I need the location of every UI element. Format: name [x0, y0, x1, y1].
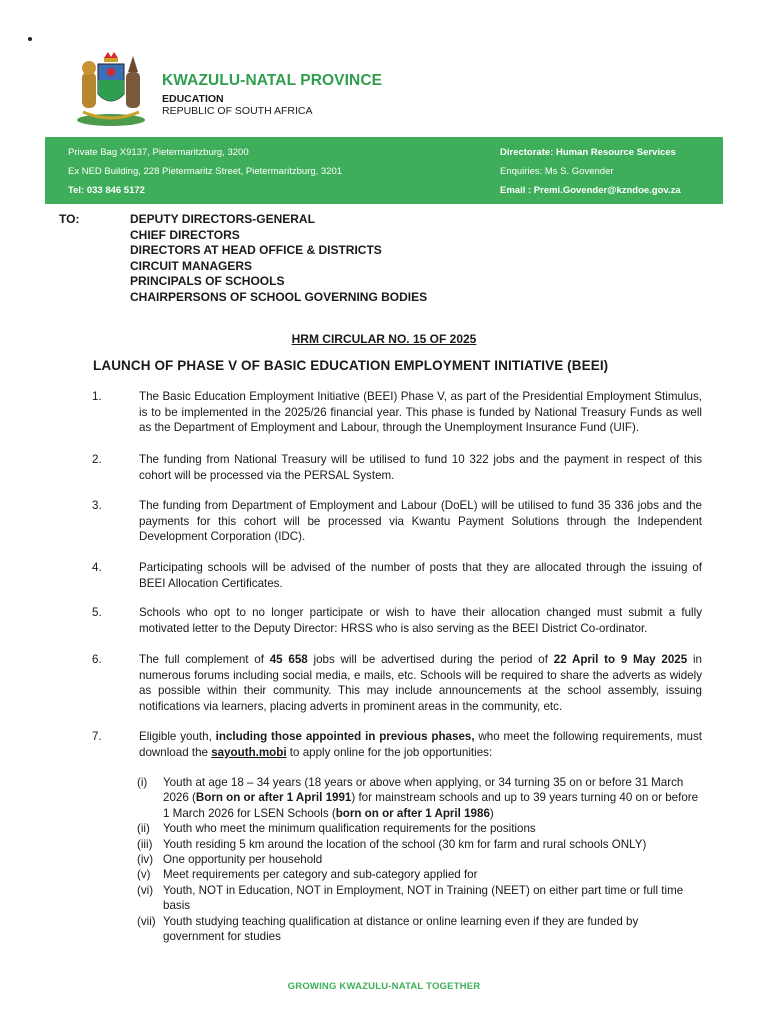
- paragraph-6: [92, 652, 702, 714]
- scan-mark: [28, 37, 32, 41]
- paragraph-text: The Basic Education Employment Initiative (BEEI) Phase V, as part of the Presidential Employment Stimulus, is to be implemented in the 2025/26 financial year. This phase is funded by National Treasury Funds as well as the Department of Employment and Labour, through the Unemployment Insurance Fund (UIF).: [139, 390, 702, 435]
- email-address[interactable]: Email : Premi.Govender@kzndoe.gov.za: [500, 185, 681, 196]
- list-item: (vi) Youth, NOT in Education, NOT in Employment, NOT in Training (NEET) on either part time or full time basis: [137, 883, 684, 913]
- list-item: (v) Meet requirements per category and sub-category applied for: [137, 868, 478, 882]
- paragraph-number: 4.: [92, 561, 102, 574]
- list-item: (i) Youth at age 18 – 34 years (18 years or above when applying, or 34 turning 35 on or before 31 March 2026 (Born on or after 1 April 1991) for mainstream schools and up to 39 years turning 40 on or before 1 March 2026 for LSEN Schools (born on or after 1 April 1986): [137, 776, 699, 820]
- recipient: CHIEF DIRECTORS: [130, 227, 240, 242]
- coat-of-arms-icon: [68, 50, 154, 128]
- paragraph-1: [92, 389, 702, 436]
- province-name: KWAZULU-NATAL PROVINCE: [162, 72, 383, 89]
- paragraph-2: [92, 452, 702, 483]
- list-item: (iv) One opportunity per household: [137, 853, 323, 867]
- paragraph-text: Schools who opt to no longer participate or wish to have their allocation changed must submit a fully motivated letter to the Deputy Director: HRSS who is also serving as the BEEI District Co-ordinator.: [139, 606, 702, 635]
- advert-period: 22 April to 9 May 2025: [553, 653, 688, 666]
- paragraph-text: Participating schools will be advised of the number of posts that they are allocated through the issuing of BEEI Allocation Certificates.: [139, 561, 702, 590]
- address-line-2: Ex NED Building, 228 Pietermaritz Street, Pietermaritzburg, 3201: [68, 166, 343, 177]
- document-title: LAUNCH OF PHASE V OF BASIC EDUCATION EMPLOYMENT INITIATIVE (BEEI): [93, 358, 609, 373]
- address-line-1: Private Bag X9137, Pietermaritzburg, 3200: [68, 147, 249, 158]
- recipient-list: [130, 212, 427, 306]
- paragraph-number: 7.: [92, 730, 102, 743]
- paragraph-number: 2.: [92, 453, 102, 466]
- paragraph-7: [92, 729, 702, 760]
- list-item: (iii) Youth residing 5 km around the location of the school (30 km for farm and rural schools ONLY): [137, 837, 647, 851]
- requirements-list: [137, 775, 702, 944]
- recipient: DIRECTORS AT HEAD OFFICE & DISTRICTS: [130, 243, 382, 258]
- paragraph-text: Eligible youth, including those appointed in previous phases, who meet the following requirements, must download the sayouth.mobi to apply online for the job opportunities:: [139, 730, 702, 759]
- recipient: CHAIRPERSONS OF SCHOOL GOVERNING BODIES: [130, 289, 428, 304]
- directorate: Directorate: Human Resource Services: [500, 147, 676, 158]
- paragraph-3: [92, 498, 702, 545]
- paragraph-number: 6.: [92, 653, 102, 666]
- paragraph-text: The full complement of 45 658 jobs will be advertised during the period of 22 April to 9 May 2025 in numerous forums including social media, e mails, etc. Schools will be required to share the adverts as widely as possible within their community. This may include announcements at the school assembly, issuing notifications via learners, placing adverts in prominent areas in the community, etc.: [139, 653, 702, 713]
- contact-band: [45, 137, 723, 204]
- recipient: PRINCIPALS OF SCHOOLS: [130, 274, 285, 289]
- recipient: DEPUTY DIRECTORS-GENERAL: [130, 212, 315, 226]
- republic-name: REPUBLIC OF SOUTH AFRICA: [162, 105, 313, 117]
- to-label: TO:: [59, 212, 80, 226]
- paragraph-number: 5.: [92, 606, 102, 619]
- sayouth-link[interactable]: sayouth.mobi: [211, 745, 287, 759]
- department-name: EDUCATION: [162, 93, 224, 105]
- enquiries: Enquiries: Ms S. Govender: [500, 166, 614, 177]
- paragraph-5: [92, 605, 702, 636]
- paragraph-text: The funding from National Treasury will be utilised to fund 10 322 jobs and the payment in respect of this cohort will be processed via the PERSAL System.: [139, 453, 702, 482]
- recipient: CIRCUIT MANAGERS: [130, 258, 252, 273]
- paragraph-text: The funding from Department of Employment and Labour (DoEL) will be utilised to fund 35 336 jobs and the payments for this cohort will be processed via Kwantu Payment Solutions through the Independent Development Corporation (IDC).: [139, 499, 702, 544]
- job-count: 45 658: [269, 653, 308, 666]
- telephone: Tel: 033 846 5172: [68, 185, 145, 196]
- paragraph-number: 3.: [92, 499, 102, 512]
- footer-slogan: GROWING KWAZULU-NATAL TOGETHER: [287, 981, 481, 992]
- list-item: (vii) Youth studying teaching qualification at distance or online learning even if they are funded by government for studies: [137, 914, 639, 944]
- paragraph-4: [92, 560, 702, 591]
- circular-number: HRM CIRCULAR NO. 15 OF 2025: [291, 332, 477, 346]
- paragraph-number: 1.: [92, 390, 102, 403]
- list-item: (ii) Youth who meet the minimum qualification requirements for the positions: [137, 822, 536, 836]
